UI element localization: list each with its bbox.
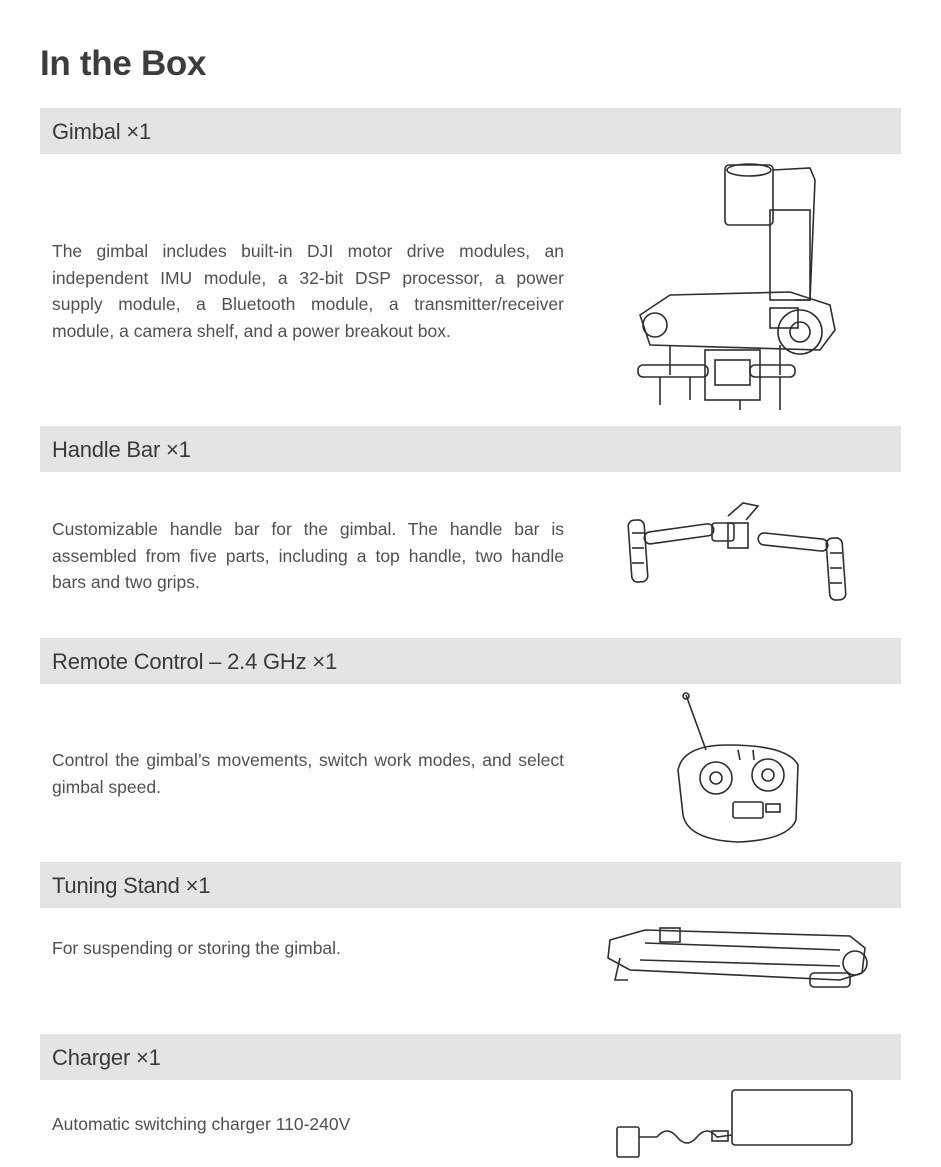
- charger-description: Automatic switching charger 110-240V: [52, 1114, 351, 1134]
- handle-bar-illustration: [618, 498, 858, 606]
- tuning-stand-illustration: [600, 918, 875, 998]
- section-header-remote-control: [40, 638, 901, 684]
- remote-control-illustration: [668, 690, 808, 850]
- page-title: In the Box: [40, 44, 207, 83]
- section-title: Remote Control – 2.4 GHz ×1: [52, 649, 338, 674]
- section-header-tuning-stand: [40, 862, 901, 908]
- handle-bar-description: Customizable handle bar for the gimbal. The handle bar is assembled from five parts, including a top handle, two handle bars and two grips.: [52, 519, 564, 592]
- section-title: Tuning Stand ×1: [52, 873, 211, 898]
- section-header-gimbal: [40, 108, 901, 154]
- gimbal-description: The gimbal includes built-in DJI motor drive modules, an independent IMU module, a 32-bit DSP processor, a power supply module, a Bluetooth module, a transmitter/receiver module, a camera shelf, and a power breakout box.: [52, 241, 564, 341]
- section-title: Charger ×1: [52, 1045, 161, 1070]
- charger-illustration: [612, 1085, 862, 1163]
- gimbal-illustration: [630, 160, 845, 415]
- tuning-stand-description: For suspending or storing the gimbal.: [52, 938, 341, 958]
- section-title: Gimbal ×1: [52, 119, 152, 144]
- section-title: Handle Bar ×1: [52, 437, 191, 462]
- section-header-charger: [40, 1034, 901, 1080]
- remote-control-description: Control the gimbal’s movements, switch work modes, and select gimbal speed.: [52, 750, 564, 797]
- section-header-handle-bar: [40, 426, 901, 472]
